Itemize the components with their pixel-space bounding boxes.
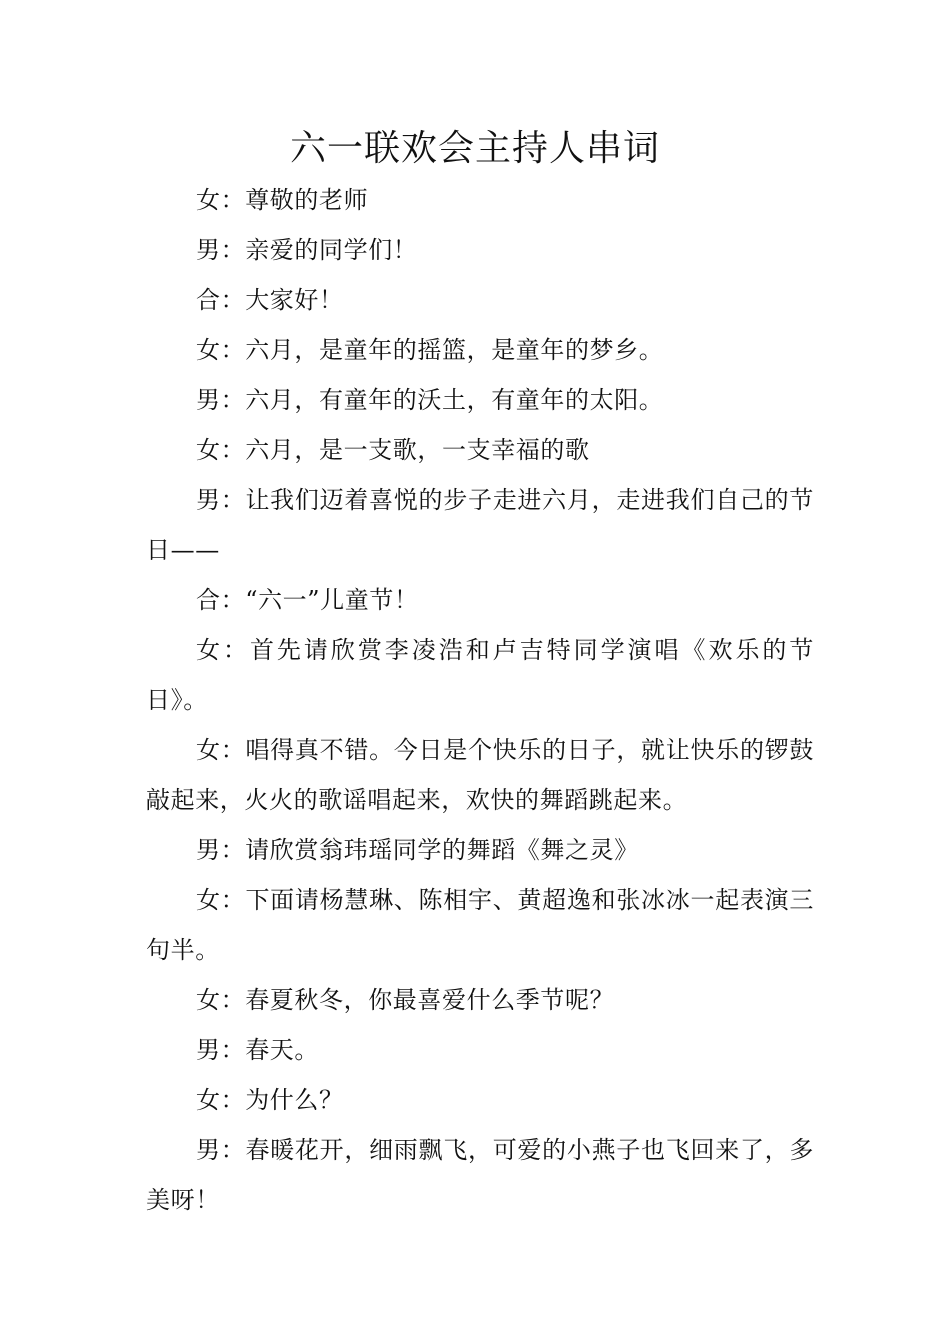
paragraph: 女：下面请杨慧琳、陈相宇、黄超逸和张冰冰一起表演三句半。 <box>146 886 814 964</box>
paragraph: 男：请欣赏翁玮瑶同学的舞蹈《舞之灵》 <box>196 836 639 864</box>
paragraph: 男：春天。 <box>196 1036 319 1064</box>
paragraph: 女：尊敬的老师 <box>196 186 369 214</box>
paragraph: 女：春夏秋冬，你最喜爱什么季节呢？ <box>196 986 615 1014</box>
paragraph: 合：“六一”儿童节！ <box>196 586 419 614</box>
document-body <box>146 175 814 1225</box>
document-title: 六一联欢会主持人串词 <box>289 128 660 169</box>
paragraph: 女：六月，是童年的摇篮，是童年的梦乡。 <box>196 336 664 364</box>
paragraph: 女：唱得真不错。今日是个快乐的日子，就让快乐的锣鼓敲起来，火火的歌谣唱起来，欢快的舞蹈跳起来。 <box>146 736 814 814</box>
paragraph: 男：春暖花开，细雨飘飞，可爱的小燕子也飞回来了，多美呀！ <box>146 1136 814 1214</box>
paragraph: 合：大家好！ <box>196 286 344 314</box>
paragraph: 男：亲爱的同学们！ <box>196 236 418 264</box>
paragraph: 女：首先请欣赏李凌浩和卢吉特同学演唱《欢乐的节日》。 <box>146 636 814 714</box>
paragraph: 男：六月，有童年的沃土，有童年的太阳。 <box>196 386 664 414</box>
paragraph: 男：让我们迈着喜悦的步子走进六月，走进我们自己的节日—— <box>146 486 814 564</box>
paragraph: 女：六月，是一支歌，一支幸福的歌 <box>196 436 590 464</box>
paragraph: 女：为什么？ <box>196 1086 344 1114</box>
